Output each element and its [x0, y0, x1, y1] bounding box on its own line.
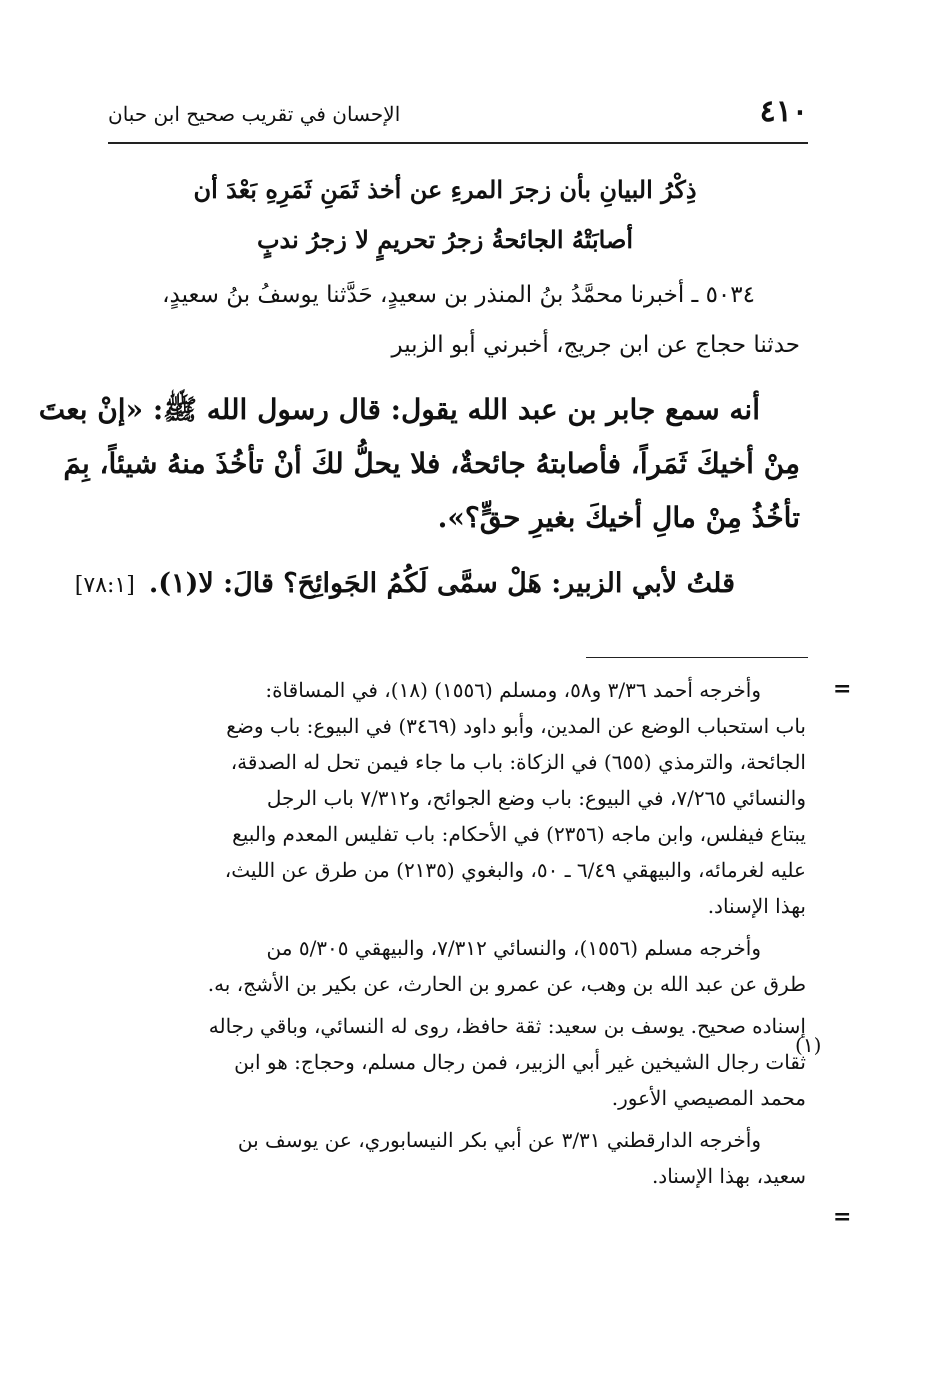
footnote-line: يبتاع فيفلس، وابن ماجه (٢٣٥٦) في الأحكام: باب تفليس المعدم والبيع: [232, 822, 806, 846]
footnote-line: عليه لغرمائه، والبيهقي ٦/٤٩ ـ ٥٠، والبغوي (٢١٣٥) من طرق عن الليث،: [224, 858, 806, 882]
chapter-title-line: أصابَتْهُ الجائحةُ زجرُ تحريمٍ لا زجرُ ندبٍ: [256, 225, 634, 254]
page-header: [108, 92, 808, 144]
footnote-line: سعيد، بهذا الإسناد.: [651, 1164, 806, 1188]
hadith-isnad: [110, 270, 800, 370]
footnote-line: والنسائي ٧/٢٦٥، في البيوع: باب وضع الجوائح، و٧/٣١٢ باب الرجل: [266, 786, 806, 810]
matn-line: مِنْ أخيكَ ثَمَراً، فأصابتهُ جائحةٌ، فلا يحلُّ لكَ أنْ تأخُذَ منهُ شيئاً، بِمَ: [63, 447, 800, 480]
hadith-matn: [38, 383, 800, 545]
footnote-paragraph: [118, 1008, 806, 1116]
running-title: الإحسان في تقريب صحيح ابن حبان: [108, 102, 401, 126]
continuation-mark: =: [833, 1204, 852, 1230]
footnote-line: بهذا الإسناد.: [707, 894, 806, 918]
narrator-question-text: قلتُ لأبي الزبير: هَلْ سمَّى لَكُمُ الجَوائِحَ؟ قالَ: لا(١).: [148, 568, 735, 599]
footnote-line: طرق عن عبد الله بن وهب، عن عمرو بن الحارث، عن بكير بن الأشج، به.: [207, 972, 806, 996]
chapter-title: [180, 165, 710, 265]
isnad-line: حدثنا حجاج عن ابن جريج، أخبرني أبو الزبير: [391, 332, 800, 358]
continuation-mark: =: [833, 676, 852, 702]
footnote-paragraph: [118, 672, 806, 924]
footnote-line: ثقات رجال الشيخين غير أبي الزبير، فمن رجال مسلم، وحجاج: هو ابن: [234, 1050, 806, 1074]
footnote-paragraph: [118, 1122, 806, 1194]
matn-line: أنه سمع جابر بن عبد الله يقول: قال رسول الله ﷺ: «إنْ بعتَ: [38, 393, 760, 426]
chapter-title-line: ذِكْرُ البيانِ بأن زجرَ المرءِ عن أخذ ثَمَنِ ثَمَرِهِ بَعْدَ أن: [193, 175, 697, 204]
footnote-marker: (١): [795, 1033, 822, 1057]
narrator-question: [74, 562, 735, 608]
footnote-divider: [586, 657, 808, 658]
footnotes: [118, 672, 806, 1200]
footnote-line: باب استحباب الوضع عن المدين، وأبو داود (٣٤٦٩) في البيوع: باب وضع: [226, 714, 806, 738]
isnad-line: ٥٠٣٤ ـ أخبرنا محمَّدُ بنُ المنذر بن سعيدٍ، حَدَّثنا يوسفُ بنُ سعيدٍ،: [162, 282, 755, 308]
footnote-line: إسناده صحيح. يوسف بن سعيد: ثقة حافظ، روى له النسائي، وباقي رجاله: [208, 1014, 806, 1038]
footnote-line: الجائحة، والترمذي (٦٥٥) في الزكاة: باب ما جاء فيمن تحل له الصدقة،: [230, 750, 806, 774]
footnote-line: وأخرجه أحمد ٣/٣٦ و٥٨، ومسلم (١٥٥٦) (١٨)، في المساقاة:: [265, 678, 761, 702]
footnote-line: وأخرجه مسلم (١٥٥٦)، والنسائي ٧/٣١٢، والبيهقي ٥/٣٠٥ من: [266, 936, 761, 960]
footnote-line: وأخرجه الدارقطني ٣/٣١ عن أبي بكر النيسابوري، عن يوسف بن: [237, 1128, 761, 1152]
footnote-line: محمد المصيصي الأعور.: [611, 1086, 806, 1110]
footnote-paragraph: [118, 930, 806, 1002]
page-number: ٤١٠: [759, 94, 808, 129]
hadith-reference: [٧٨:١]: [74, 573, 135, 598]
matn-line: تأخُذُ مِنْ مالِ أخيكَ بغيرِ حقٍّ؟».: [437, 501, 800, 534]
